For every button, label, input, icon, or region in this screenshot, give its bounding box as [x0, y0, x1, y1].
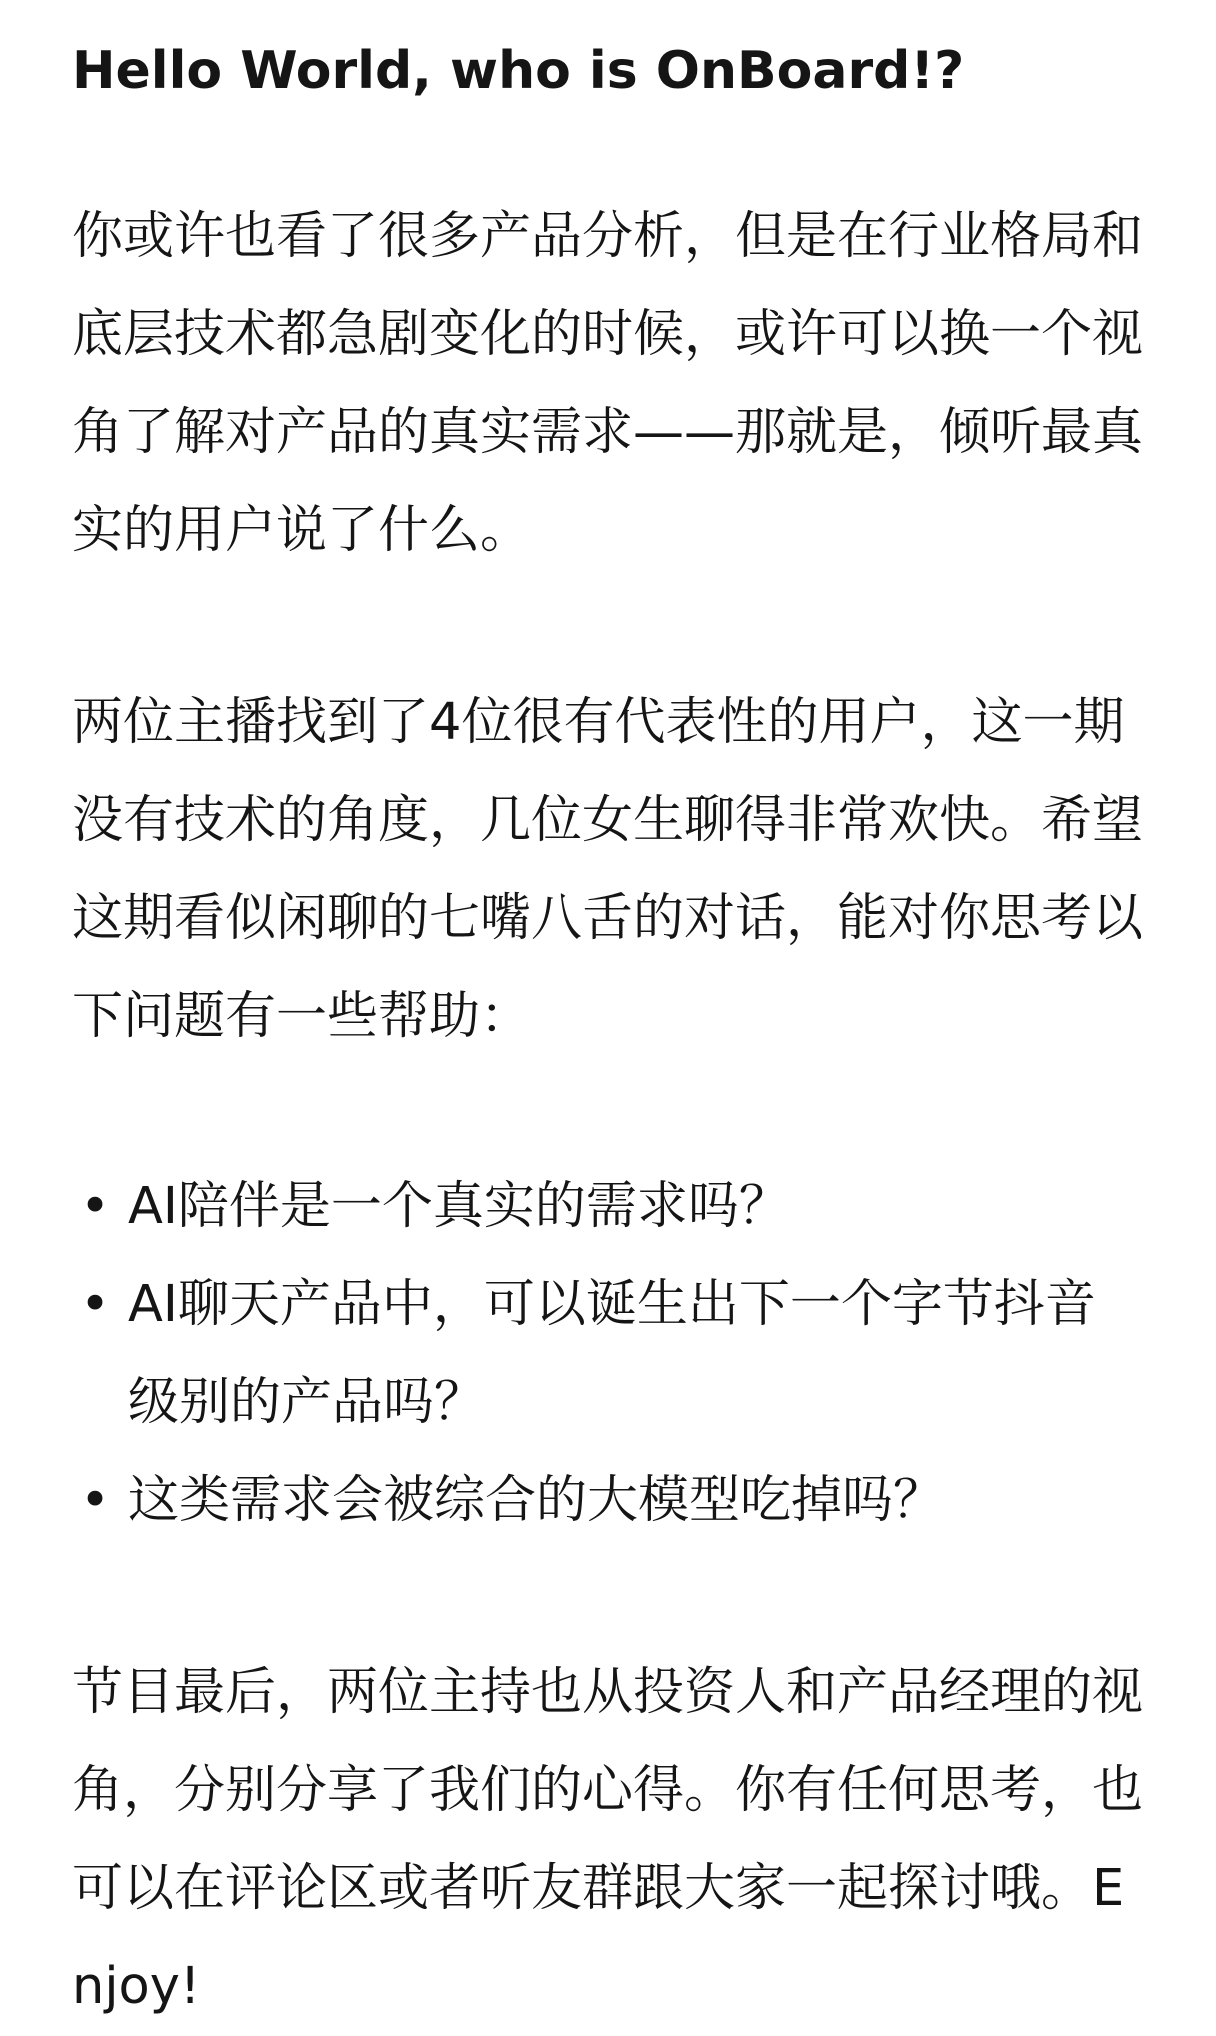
intro-paragraph: 你或许也看了很多产品分析，但是在行业格局和底层技术都急剧变化的时候，或许可以换一个视角了解对产品的真实需求——那就是，倾听最真实的用户说了什么。 [72, 207, 1144, 560]
list-item-text: 这类需求会被综合的大模型吃掉吗？ [128, 1471, 945, 1530]
list-item [72, 1256, 1146, 1452]
list-item [72, 1452, 1146, 1550]
bullet-icon: • [80, 1275, 111, 1334]
guests-paragraph: 两位主播找到了4位很有代表性的用户，这一期没有技术的角度，几位女生聊得非常欢快。希望这期看似闲聊的七嘴八舌的对话，能对你思考以下问题有一些帮助： [72, 693, 1144, 1046]
question-list [72, 1158, 1146, 1550]
closing-paragraph: 节目最后，两位主持也从投资人和产品经理的视角，分别分享了我们的心得。你有任何思考，也可以在评论区或者听友群跟大家一起探讨哦。Enjoy! [72, 1663, 1144, 2016]
bullet-icon: • [80, 1177, 111, 1236]
article-title: Hello World, who is OnBoard!? [72, 41, 965, 101]
list-item-text: AI陪伴是一个真实的需求吗？ [128, 1177, 790, 1236]
bullet-icon: • [80, 1471, 111, 1530]
list-item [72, 1158, 1146, 1256]
list-item-text: AI聊天产品中，可以诞生出下一个字节抖音级别的产品吗？ [128, 1275, 1096, 1432]
